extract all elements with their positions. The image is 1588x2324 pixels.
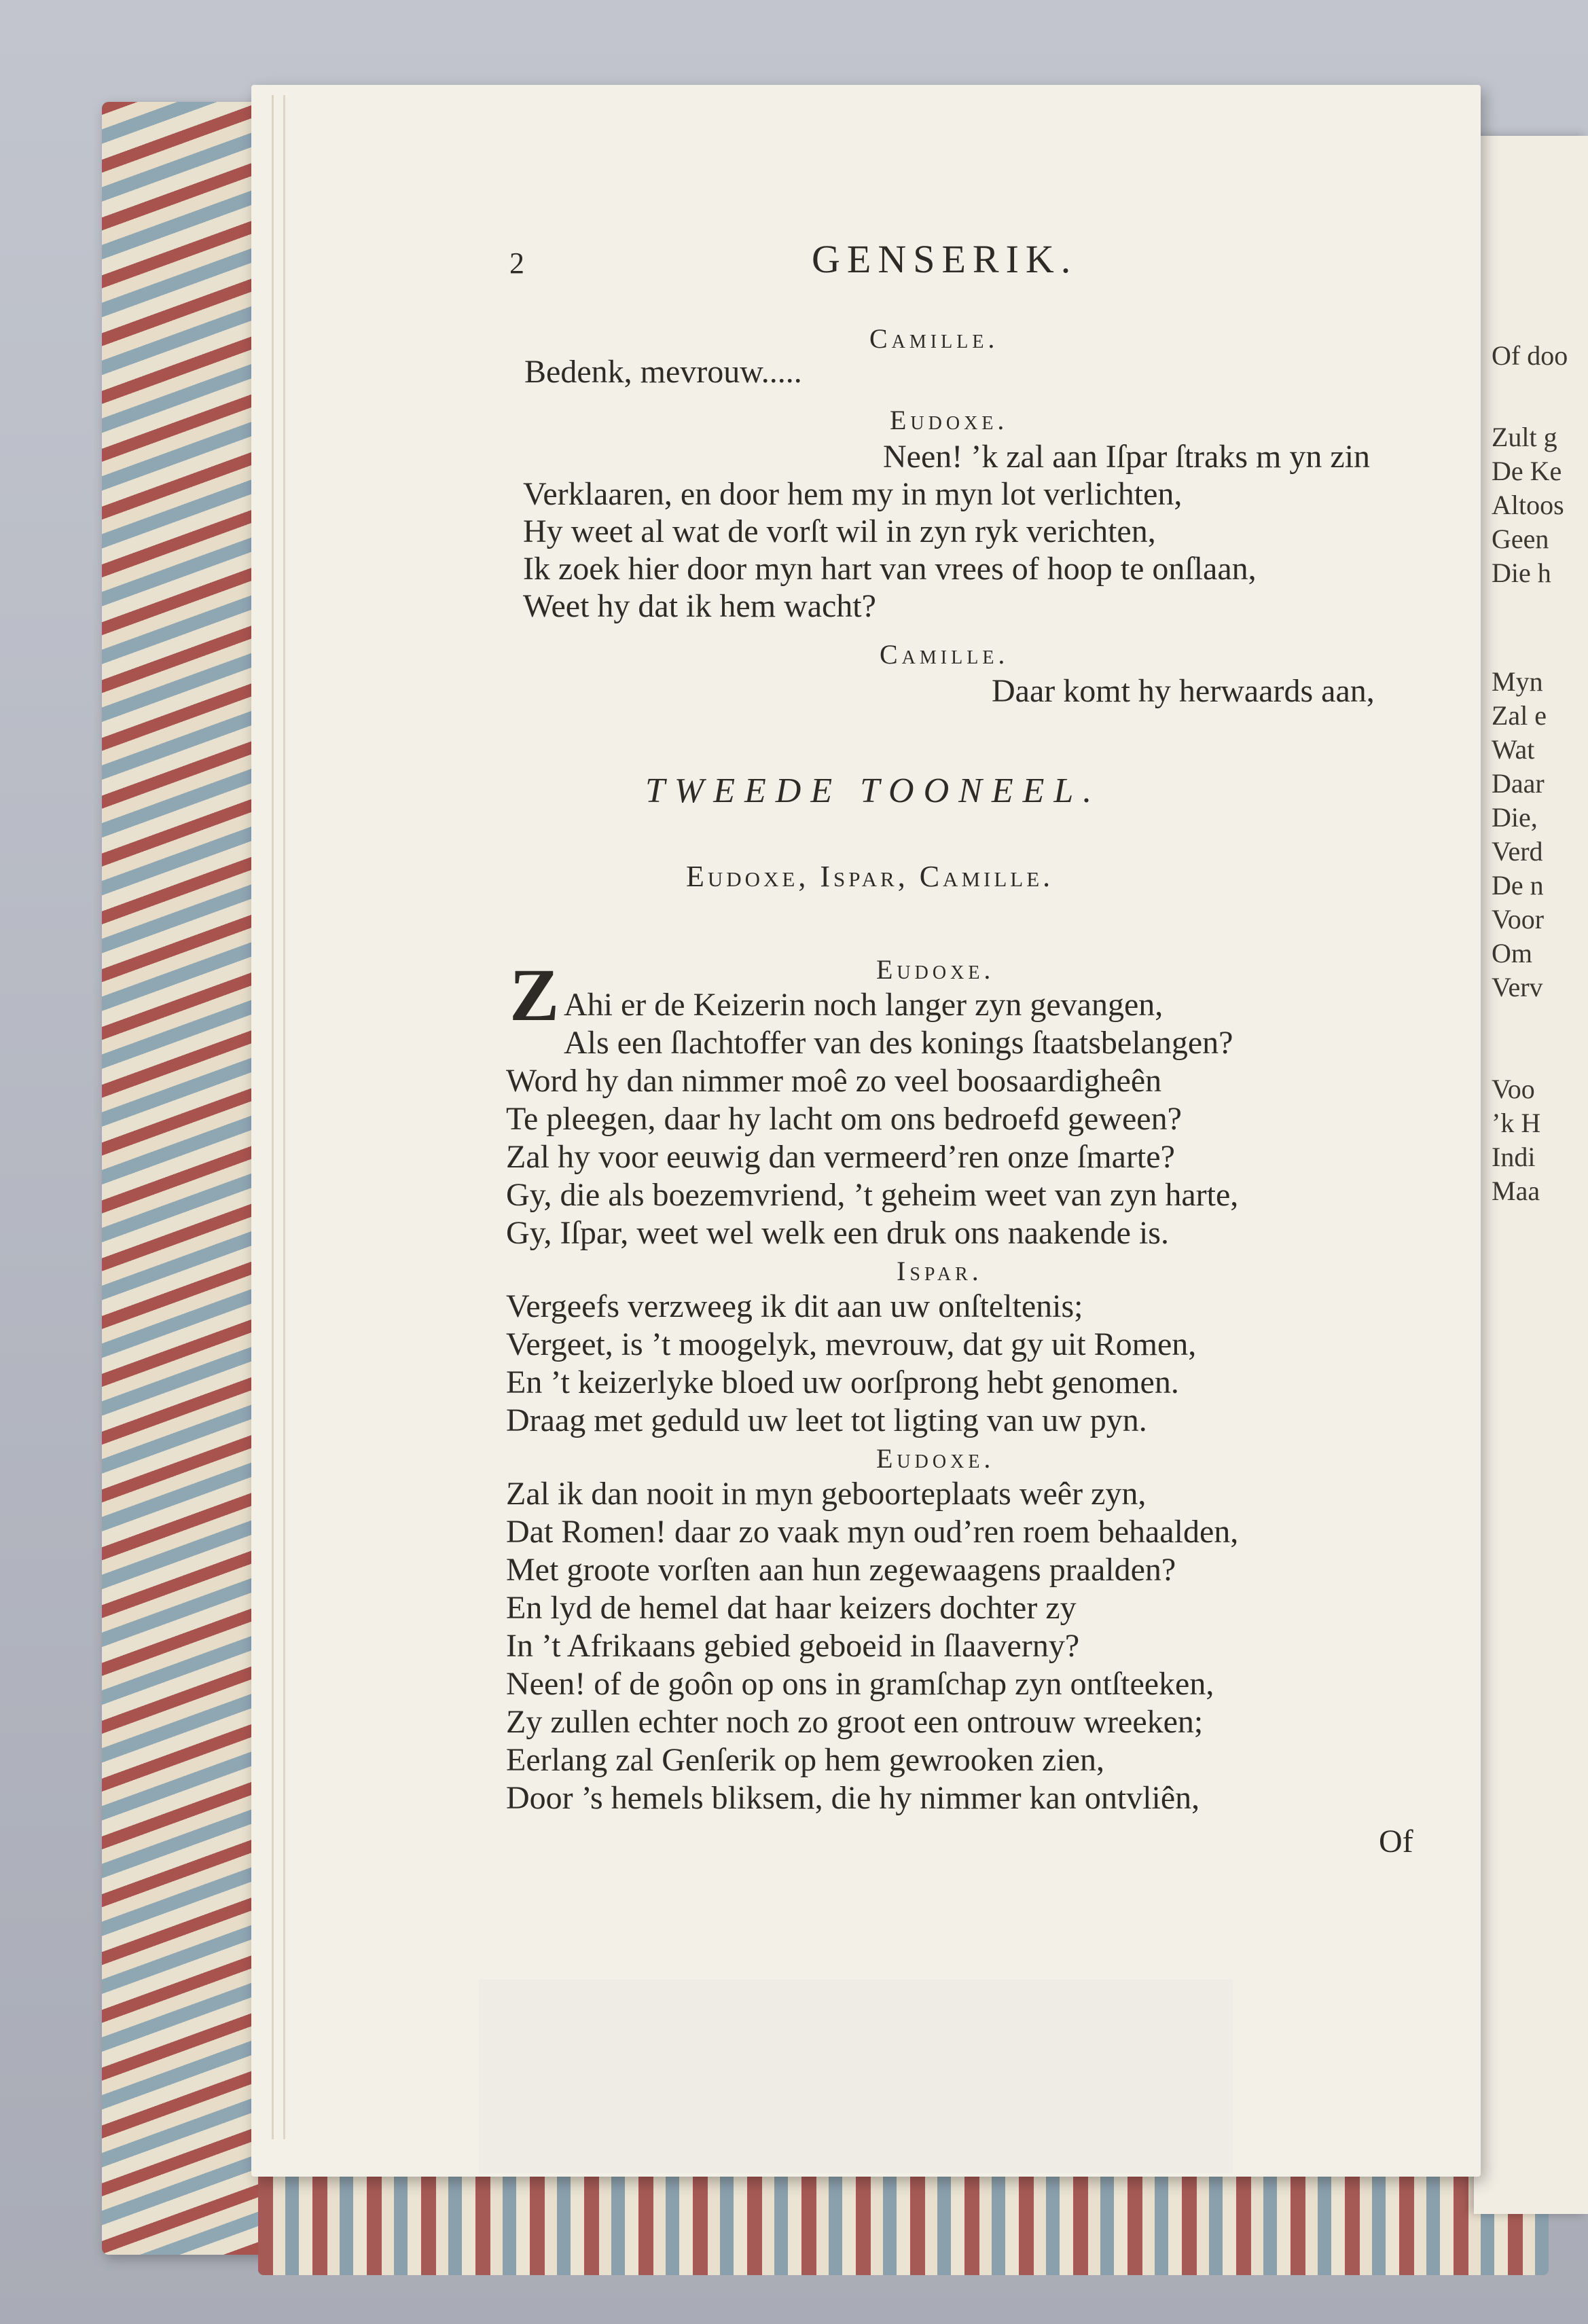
verse-line: In ’t Afrikaans gebied geboeid in ſlaaverny? <box>506 1628 1080 1664</box>
verse-line: Draag met geduld uw leet tot ligting van uw pyn. <box>506 1402 1147 1438</box>
facing-page-fragment: Verv <box>1492 972 1543 1002</box>
facing-page-fragment: De n <box>1492 870 1544 901</box>
verse-line: Te pleegen, daar hy lacht om ons bedroefd geween? <box>506 1101 1182 1137</box>
page-number: 2 <box>509 247 524 280</box>
verse-line: Gy, die als boezemvriend, ’t geheim weet van zyn harte, <box>506 1177 1239 1213</box>
scene-cast: Eudoxe, Iſpar, Camille. <box>686 860 1054 893</box>
facing-page-fragment: Of doo <box>1492 340 1568 371</box>
facing-page-fragment: Voo <box>1492 1074 1535 1104</box>
verse-line: Daar komt hy herwaards aan, <box>992 673 1375 709</box>
verse-line: Neen! ’k zal aan Iſpar ſtraks m yn zin <box>883 439 1371 475</box>
verse-line: Word hy dan nimmer moê zo veel boosaardigheên <box>506 1063 1162 1099</box>
scene-title: TWEEDE TOONEEL. <box>645 771 1102 810</box>
facing-page-fragment: Zult g <box>1492 422 1557 452</box>
verse-line: Verklaaren, en door hem my in myn lot verlichten, <box>523 476 1183 512</box>
facing-page-fragment: Om <box>1492 938 1532 968</box>
verse-line: Dat Romen! daar zo vaak myn oud’ren roem behaalden, <box>506 1514 1239 1550</box>
facing-page-fragment: Myn <box>1492 666 1543 697</box>
facing-page-fragment: Indi <box>1492 1142 1536 1172</box>
facing-page-fragment: Daar <box>1492 768 1545 799</box>
facing-page-fragment: Die h <box>1492 558 1551 588</box>
facing-page-fragment: De Ke <box>1492 456 1562 486</box>
verse-line: Zy zullen echter noch zo groot een ontrouw wreeken; <box>506 1704 1204 1740</box>
verse-line: Zal ik dan nooit in myn geboorteplaats weêr zyn, <box>506 1476 1147 1512</box>
facing-page-fragment: Maa <box>1492 1176 1540 1206</box>
speaker-name: Camille. <box>869 323 999 354</box>
speaker-name: Eudoxe. <box>876 954 995 985</box>
verse-line: Gy, Iſpar, weet wel welk een druk ons naakende is. <box>506 1215 1169 1251</box>
verse-line: En ’t keizerlyke bloed uw oorſprong hebt genomen. <box>506 1364 1179 1400</box>
facing-page-fragment: Geen <box>1492 524 1549 554</box>
facing-page <box>1474 136 1588 2214</box>
verse-line: Neen! of de goôn op ons in gramſchap zyn ontſteeken, <box>506 1666 1214 1702</box>
verse-line: Weet hy dat ik hem wacht? <box>523 588 876 624</box>
catchword: Of <box>1379 1823 1413 1859</box>
verse-line: Hy weet al wat de vorſt wil in zyn ryk verichten, <box>523 513 1156 549</box>
verse-line: Ahi er de Keizerin noch langer zyn gevangen, <box>564 987 1163 1023</box>
verse-line: Zal hy voor eeuwig dan vermeerd’ren onze ſmarte? <box>506 1139 1175 1175</box>
facing-page-fragment: Verd <box>1492 836 1543 867</box>
speaker-name: Ispar. <box>897 1256 983 1286</box>
verse-line: Door ’s hemels bliksem, die hy nimmer kan ontvliên, <box>506 1780 1200 1816</box>
verse-line: Ik zoek hier door myn hart van vrees of hoop te onſlaan, <box>523 551 1257 587</box>
verse-line: Vergeefs verzweeg ik dit aan uw onſteltenis; <box>506 1288 1083 1324</box>
facing-page-fragment: Altoos <box>1492 490 1564 520</box>
page-edge <box>272 95 285 2139</box>
verse-line: Bedenk, mevrouw..... <box>524 354 802 390</box>
facing-page-fragment: Die, <box>1492 802 1538 833</box>
facing-page-fragment: Voor <box>1492 904 1545 934</box>
verse-line: En lyd de hemel dat haar keizers dochter zy <box>506 1590 1077 1626</box>
redacted-area <box>479 1980 1233 2173</box>
speaker-name: Camille. <box>880 639 1009 670</box>
facing-page-fragment: Zal e <box>1492 700 1547 731</box>
facing-page-fragment: ’k H <box>1492 1108 1541 1138</box>
speaker-name: Eudoxe. <box>876 1443 995 1474</box>
speaker-name: Eudoxe. <box>890 405 1009 435</box>
verse-line: Als een ſlachtoffer van des konings ſtaatsbelangen? <box>564 1025 1233 1061</box>
verse-line: Met groote vorſten aan hun zegewaagens praalden? <box>506 1552 1176 1588</box>
verse-line: Eerlang zal Genſerik op hem gewrooken zien, <box>506 1742 1104 1778</box>
drop-cap: Z <box>509 954 560 1036</box>
verse-line: Vergeet, is ’t moogelyk, mevrouw, dat gy uit Romen, <box>506 1326 1197 1362</box>
facing-page-fragment: Wat <box>1492 734 1535 765</box>
running-head: GENSERIK. <box>812 237 1078 281</box>
